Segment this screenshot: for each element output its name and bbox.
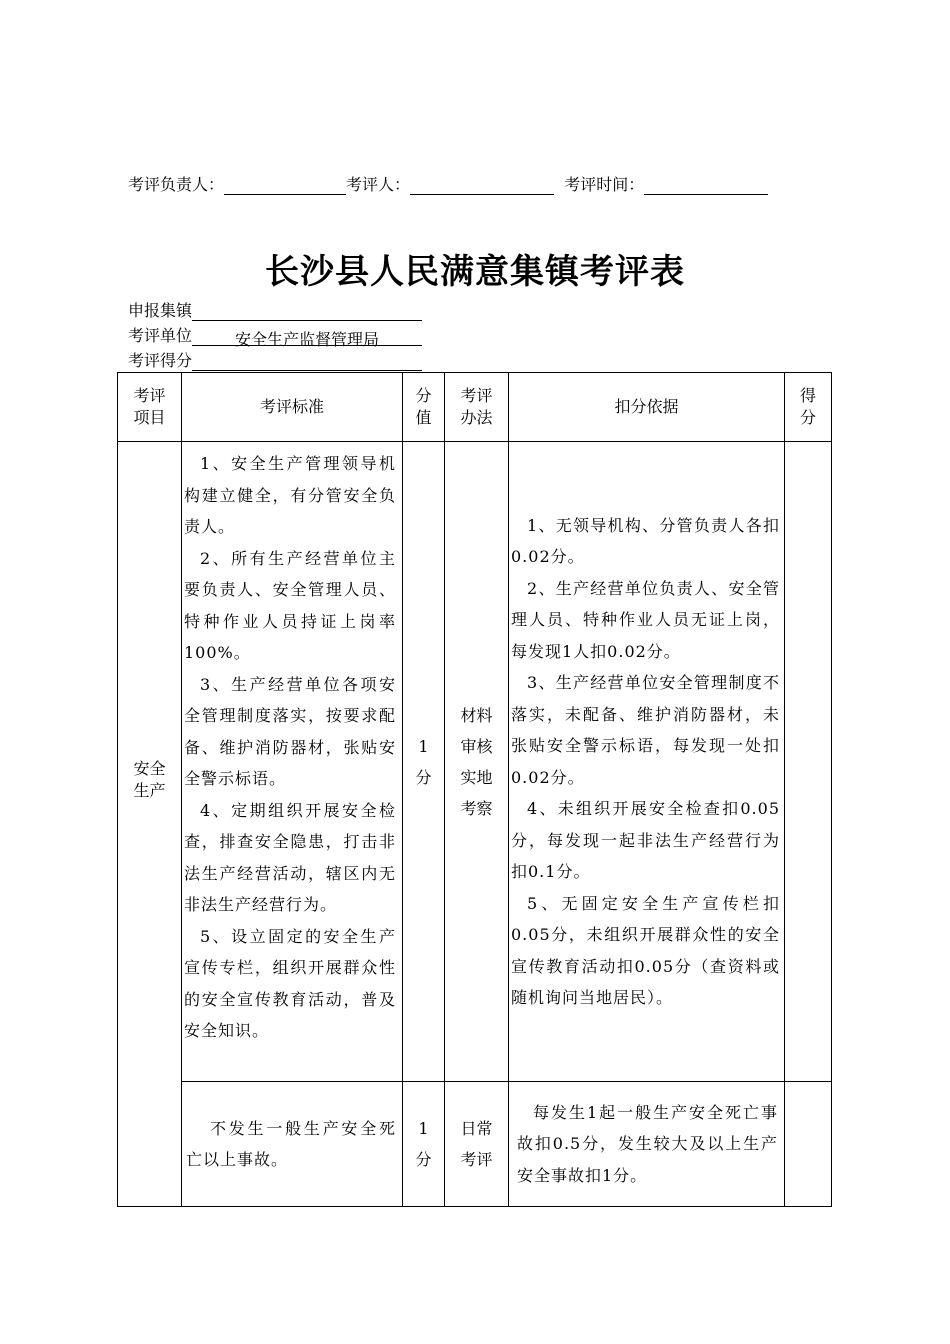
header-score: 得分 — [785, 373, 832, 442]
header-item: 考评项目 — [118, 373, 182, 442]
standard-item: 4、定期组织开展安全检查，排查安全隐患，打击非法生产经营活动，辖区内无非法生产经营行为。 — [184, 800, 396, 914]
signature-line — [128, 172, 768, 195]
meta-unit — [128, 323, 422, 349]
header-method: 考评办法 — [445, 373, 509, 442]
standard-item: 不发生一般生产安全死亡以上事故。 — [186, 1118, 396, 1169]
meta-score — [128, 348, 422, 371]
deduction-item: 每发生1起一般生产安全死亡事故扣0.5分，发生较大及以上生产安全事故扣1分。 — [517, 1102, 778, 1185]
responsible-label: 考评负责人： — [128, 175, 225, 194]
evaluator-blank[interactable] — [410, 176, 554, 195]
page-title: 长沙县人民满意集镇考评表 — [265, 252, 685, 292]
header-deduction: 扣分依据 — [509, 373, 785, 442]
table-row — [118, 1082, 832, 1207]
method-cell: 材料审核实地考察 — [445, 442, 509, 1082]
deduction-item: 2、生产经营单位负责人、安全管理人员、特种作业人员无证上岗，每发现1人扣0.02分。 — [511, 578, 780, 661]
category-cell: 安全生产 — [118, 442, 182, 1207]
header-standard: 考评标准 — [182, 373, 403, 442]
table-header-row — [118, 373, 832, 442]
standard-item: 1、安全生产管理领导机构建立健全，有分管安全负责人。 — [184, 454, 396, 536]
evaluator-label: 考评人： — [346, 175, 411, 194]
standard-cell — [182, 1082, 403, 1207]
deduction-cell — [509, 1082, 785, 1207]
score-label: 考评得分 — [128, 351, 193, 370]
deduction-item: 3、生产经营单位安全管理制度不落实，未配备、维护消防器材，未张贴安全警示标语，每发现一处扣0.02分。 — [511, 673, 780, 787]
standard-item: 2、所有生产经营单位主要负责人、安全管理人员、特种作业人员持证上岗率100%。 — [184, 548, 396, 662]
unit-label: 考评单位 — [128, 326, 193, 345]
meta-town — [128, 298, 422, 321]
town-field[interactable] — [192, 302, 422, 321]
points-cell: 1分 — [403, 1082, 445, 1207]
table-row — [118, 442, 832, 1082]
responsible-blank[interactable] — [224, 176, 346, 195]
score-field[interactable] — [192, 352, 422, 371]
method-cell: 日常考评 — [445, 1082, 509, 1207]
score-cell[interactable] — [785, 442, 832, 1082]
town-label: 申报集镇 — [128, 301, 193, 320]
score-cell[interactable] — [785, 1082, 832, 1207]
deduction-item: 4、未组织开展安全检查扣0.05分，每发现一起非法生产经营行为扣0.1分。 — [511, 799, 780, 881]
deduction-item: 5、无固定安全生产宣传栏扣0.05分，未组织开展群众性的安全宣传教育活动扣0.05分（查资料或随机询问当地居民）。 — [511, 893, 780, 1007]
evaluation-table — [117, 372, 832, 1207]
points-cell: 1分 — [403, 442, 445, 1082]
time-blank[interactable] — [644, 176, 768, 195]
standard-cell — [182, 442, 403, 1082]
standard-item: 5、设立固定的安全生产宣传专栏，组织开展群众性的安全宣传教育活动，普及安全知识。 — [184, 926, 396, 1040]
unit-field[interactable]: 安全生产监督管理局 — [192, 327, 422, 346]
deduction-item: 1、无领导机构、分管负责人各扣0.02分。 — [511, 515, 780, 566]
standard-item: 3、生产经营单位各项安全管理制度落实，按要求配备、维护消防器材，张贴安全警示标语。 — [184, 674, 396, 788]
deduction-cell — [509, 442, 785, 1082]
time-label: 考评时间： — [564, 175, 645, 194]
header-points: 分值 — [403, 373, 445, 442]
